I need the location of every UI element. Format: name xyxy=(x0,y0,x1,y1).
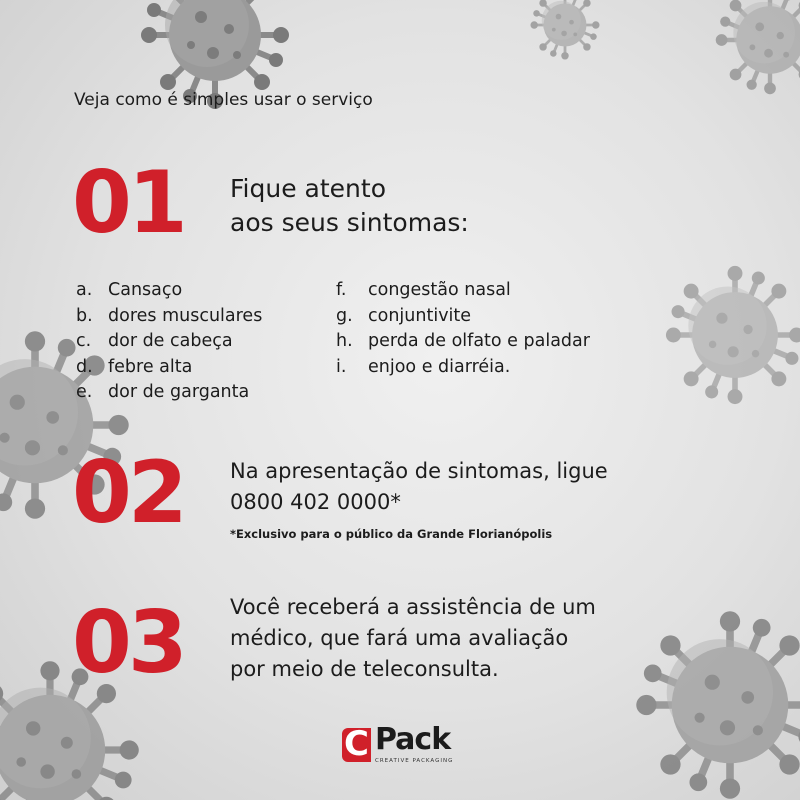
list-item xyxy=(336,355,590,381)
intro-text: Veja como é simples usar o serviço xyxy=(74,90,373,110)
list-letter: a. xyxy=(76,280,93,300)
heading-line: Fique atento xyxy=(230,174,386,203)
list-item xyxy=(336,278,590,304)
list-text: congestão nasal xyxy=(368,280,511,300)
list-text: enjoo e diarréia. xyxy=(368,356,511,377)
list-item xyxy=(76,380,262,406)
list-text: dor de cabeça xyxy=(108,331,233,351)
list-letter: f. xyxy=(336,280,347,300)
logo-word: Pack xyxy=(375,722,451,757)
list-item xyxy=(76,355,262,381)
phone-number: 0800 402 0000* xyxy=(230,490,401,514)
list-item xyxy=(336,329,590,355)
text-line: médico, que fará uma avaliação xyxy=(230,626,569,650)
list-text: febre alta xyxy=(108,356,193,377)
list-letter: e. xyxy=(76,382,93,402)
list-item xyxy=(76,329,262,355)
virus-icon xyxy=(665,265,800,405)
exclusive-note: *Exclusivo para o público da Grande Florianópolis xyxy=(230,527,553,541)
logo-tagline: CREATIVE PACKAGING xyxy=(375,758,454,764)
logo-letter: C xyxy=(344,724,369,764)
step-number-01: 01 xyxy=(72,153,184,253)
step-text-03 xyxy=(230,592,596,685)
list-text: Cansaço xyxy=(108,280,183,300)
step-text-02 xyxy=(230,456,608,518)
virus-icon xyxy=(635,610,800,800)
virus-icon xyxy=(530,0,600,60)
cpack-logo xyxy=(342,722,472,774)
heading-line: aos seus sintomas: xyxy=(230,208,469,237)
list-letter: g. xyxy=(336,305,353,326)
step-heading-01 xyxy=(230,172,469,240)
list-letter: b. xyxy=(76,305,93,326)
symptoms-list-right xyxy=(336,278,590,380)
logo-mark xyxy=(342,724,371,764)
step-number-03: 03 xyxy=(72,593,184,693)
virus-icon xyxy=(715,0,800,95)
list-text: perda de olfato e paladar xyxy=(368,331,590,351)
list-text: conjuntivite xyxy=(368,305,472,326)
text-line: por meio de teleconsulta. xyxy=(230,657,499,681)
list-letter: i. xyxy=(336,356,347,377)
text-line: Você receberá a assistência de um xyxy=(230,595,596,619)
list-item xyxy=(76,278,262,304)
list-item xyxy=(76,304,262,330)
list-letter: d. xyxy=(76,356,93,377)
list-text: dores musculares xyxy=(108,305,263,326)
text-line: Na apresentação de sintomas, ligue xyxy=(230,459,608,483)
list-item xyxy=(336,304,590,330)
symptoms-list-left xyxy=(76,278,262,406)
step-number-02: 02 xyxy=(72,443,184,543)
list-text: dor de garganta xyxy=(108,382,250,402)
list-letter: c. xyxy=(76,331,92,351)
list-letter: h. xyxy=(336,331,353,351)
